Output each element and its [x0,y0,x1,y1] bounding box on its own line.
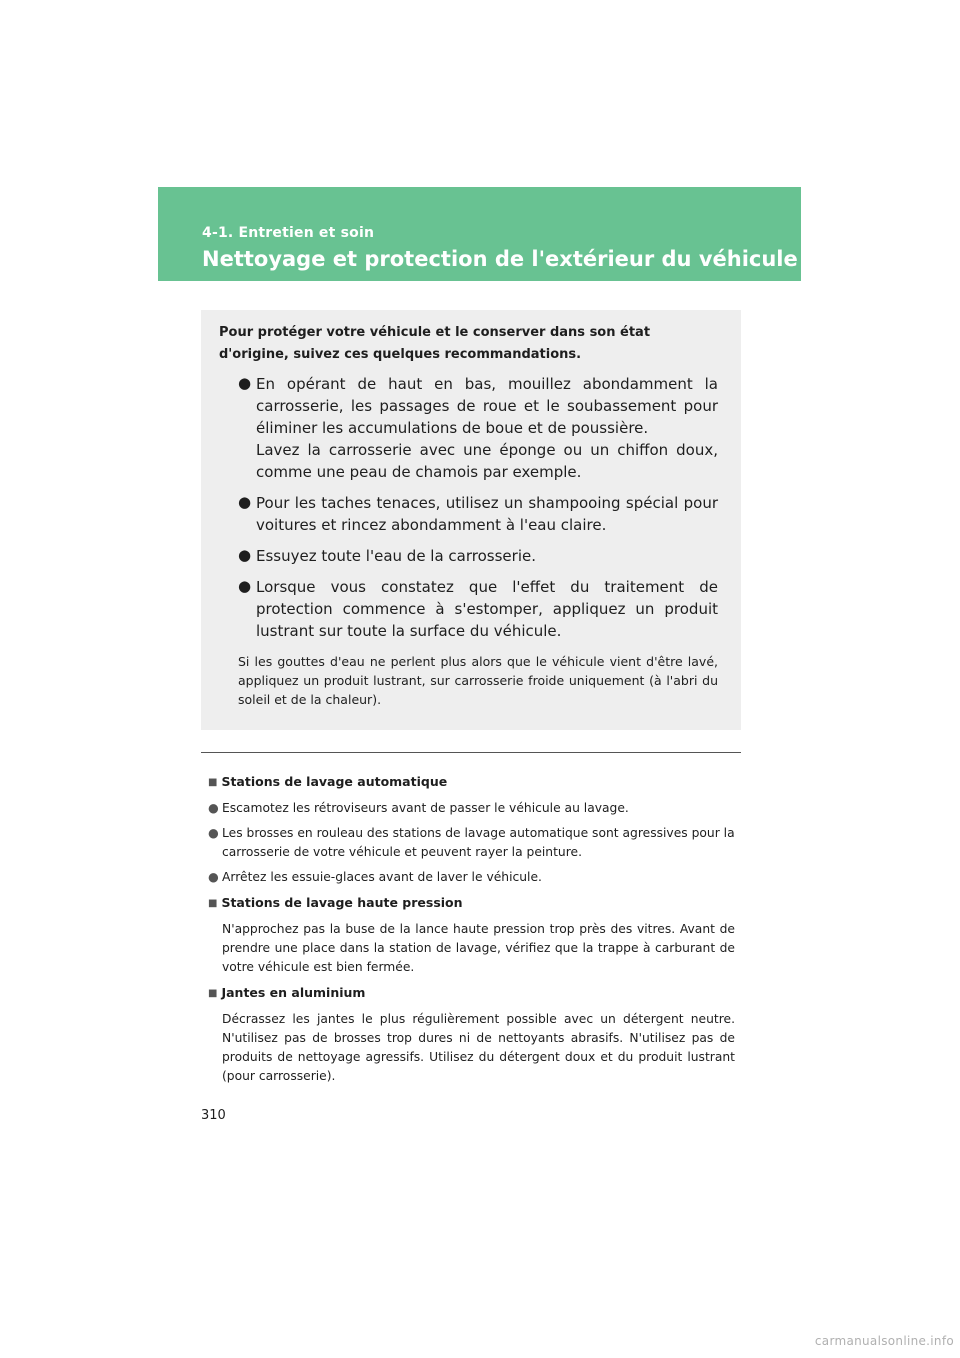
heading-aluminium-wheels: ■ Jantes en aluminium [208,985,366,1000]
section-header [158,187,801,281]
page-title: Nettoyage et protection de l'extérieur du véhicule [202,247,798,271]
heading-automatic-wash: ■ Stations de lavage automatique [208,774,448,789]
section-label: 4-1. Entretien et soin [202,225,375,241]
recommendations-box [201,310,741,730]
recommendations-list [219,373,718,642]
square-bullet-icon: ■ [208,988,218,999]
bullet-icon: ● [238,546,252,564]
list-item [219,545,718,567]
bullet-icon: ● [238,374,252,392]
intro-text: Pour protéger votre véhicule et le conserver dans son état d'origine, suivez ces quelques recommandations. [219,325,651,362]
automatic-wash-list [208,799,735,887]
list-item [219,576,718,642]
bullet-icon: ● [238,493,252,511]
list-item: ● Les brosses en rouleau des stations de lavage automatique sont agressives pour la carrosserie de votre véhicule et peuvent rayer la peinture. [208,826,735,859]
list-item-text: Pour les taches tenaces, utilisez un shampooing spécial pour voitures et rincez abondamment à l'eau claire. [256,494,718,534]
heading-high-pressure-wash: ■ Stations de lavage haute pression [208,895,463,910]
bullet-icon: ● [238,577,252,595]
list-item: ● Arrêtez les essuie-glaces avant de laver le véhicule. [208,868,735,887]
square-bullet-icon: ■ [208,898,218,909]
list-item-text: Lorsque vous constatez que l'effet du traitement de protection commence à s'estomper, appliquez un produit lustrant sur toute la surface du véhicule. [256,578,718,640]
list-item: ● Escamotez les rétroviseurs avant de passer le véhicule au lavage. [208,799,735,818]
section-divider [201,752,741,753]
list-item-text: En opérant de haut en bas, mouillez abondamment la carrosserie, les passages de roue et le soubassement pour éliminer les accumulations de boue et de poussière. [256,375,718,437]
aluminium-text: Décrassez les jantes le plus régulièrement possible avec un détergent neutre. N'utilisez pas de brosses trop dures ni de nettoyants abrasifs. N'utilisez pas de produits de nettoyage agressifs. Utilisez du détergent doux et du produit lustrant (pour carrosserie). [222,1012,735,1083]
note-text: Si les gouttes d'eau ne perlent plus alors que le véhicule vient d'être lavé, appliquez un produit lustrant, sur carrosserie froide uniquement (à l'abri du soleil et de la chaleur). [238,654,718,707]
list-item [219,373,718,483]
bullet-icon: ● [208,870,219,884]
bullet-icon: ● [208,826,219,840]
square-bullet-icon: ■ [208,777,218,788]
watermark: carmanualsonline.info [814,1334,954,1348]
list-item [219,492,718,536]
bullet-icon: ● [208,801,219,815]
high-pressure-text: N'approchez pas la buse de la lance haute pression trop près des vitres. Avant de prendre une place dans la station de lavage, vérifiez que la trappe à carburant de votre véhicule est bien fermée. [222,922,735,974]
list-item-text-extra: Lavez la carrosserie avec une éponge ou un chiffon doux, comme une peau de chamois par exemple. [256,441,718,481]
page-number: 310 [201,1108,226,1123]
details-section [208,772,735,1092]
list-item-text: Essuyez toute l'eau de la carrosserie. [256,547,536,565]
